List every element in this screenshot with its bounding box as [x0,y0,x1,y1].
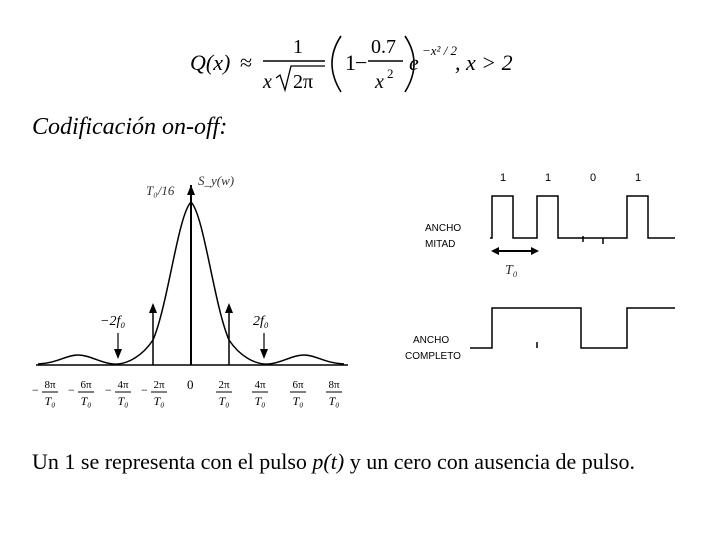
caption [32,447,652,477]
tick-numerator: 8π [44,379,56,391]
half-width-pulse-train [490,196,675,238]
tick-denominator: T₀ [44,394,56,408]
formula-frac2-den: x [375,71,384,93]
tick-label [32,379,58,408]
bit-label-3: 0 [590,172,597,184]
tick-denominator: T₀ [80,394,92,408]
left-paren-icon [332,36,341,92]
tick-minus-sign: − [105,383,112,397]
tick-numerator: 8π [328,379,340,391]
tick-denominator: T₀ [153,394,165,408]
formula-frac2-num: 0.7 [371,36,396,58]
tick-denominator: T₀ [328,394,340,408]
tick-label [326,379,342,408]
formula-lhs: Q(x) [190,50,231,75]
tick-numerator: 6π [80,379,92,391]
formula-frac2-den-exp: 2 [387,66,394,81]
impulse-right-arrow-icon [225,303,233,313]
full-width-label-2: COMPLETO [405,351,461,362]
tick-numerator: 4π [117,379,129,391]
formula-frac1-den-root: 2π [293,71,314,93]
formula-exp-base: e [409,50,419,75]
tick-label [216,379,232,408]
period-label: T₀ [505,263,518,278]
half-width-label-2: MITAD [425,239,456,250]
pointer-right-arrow-icon [260,349,268,359]
tick-denominator: T₀ [218,394,230,408]
tick-label [68,379,94,408]
full-width-pulse-train [470,308,675,348]
caption-part-2: y un cero con ausencia de pulso. [344,449,635,474]
formula-minus: − [355,50,368,75]
impulse-label-right: 2f₀ [253,314,269,329]
tick-minus-sign: − [68,383,75,397]
formula-frac1-num: 1 [293,36,303,58]
full-width-label-1: ANCHO [413,335,450,346]
tick-label [141,379,167,408]
formula-approx: ≈ [240,50,253,75]
tick-label [252,379,268,408]
tick-numerator: 2π [153,379,165,391]
central-impulse-arrow-icon [187,185,195,195]
tick-denominator: T₀ [117,394,129,408]
half-width-label-1: ANCHO [425,223,462,234]
tick-minus-sign: − [141,383,148,397]
pulse-train-figure [395,165,695,370]
zero-label: 0 [187,377,194,392]
tick-label [105,379,131,408]
tick-denominator: T₀ [254,394,266,408]
bit-label-4: 1 [635,172,642,184]
period-arrow-right-icon [531,247,539,255]
tick-label [290,379,306,408]
period-arrow-left-icon [491,247,499,255]
bit-label-2: 1 [545,172,552,184]
heading-on-off-coding: Codificación on-off: [32,114,228,140]
q-function-formula [185,28,525,98]
pointer-left-arrow-icon [114,349,122,359]
tick-minus-sign: − [32,383,39,397]
impulse-left-arrow-icon [149,303,157,313]
power-spectrum-figure [28,165,358,415]
tick-denominator: T₀ [292,394,304,408]
tick-numerator: 2π [218,379,230,391]
impulse-label-left: −2f₀ [100,314,126,329]
formula-one: 1 [345,50,356,75]
tick-numerator: 4π [254,379,266,391]
formula-condition: , x > 2 [455,50,513,75]
tick-numerator: 6π [292,379,304,391]
formula-exp-power: −x² / 2 [422,43,458,58]
formula-frac1-den-x: x [263,71,272,93]
caption-pulse-symbol: p(t) [312,449,345,474]
bit-label-1: 1 [500,172,507,184]
peak-label-right: S_y(w) [198,173,235,188]
caption-part-1: Un 1 se representa con el pulso [32,449,313,474]
peak-label-left: T₀/16 [146,183,175,198]
